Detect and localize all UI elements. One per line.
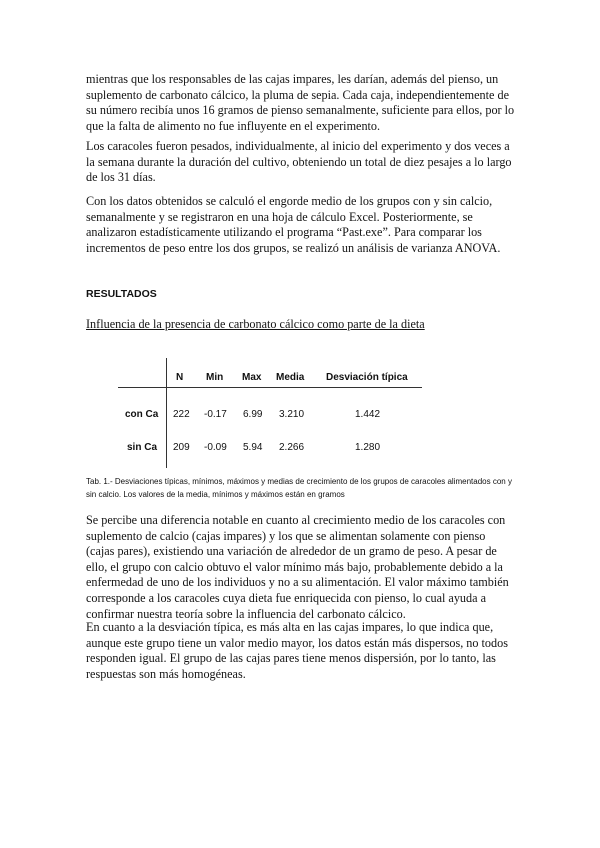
table-cell: 2.266 [279, 442, 305, 453]
table-cell: 209 [173, 442, 190, 453]
table-cell: -0.09 [204, 442, 227, 453]
paragraph-results-growth: Se percibe una diferencia notable en cuanto al crecimiento medio de los caracoles con suplemento de calcio (cajas impares) y los que se alimentan solamente con pienso (cajas pares), existiendo una variación de alrededor de un gramo de peso. A pesar de ello, el grupo con calcio obtuvo el valor mínimo más bajo, probablemente debido a la enfermedad de uno de los individuos y no a su alimentación. El valor máximo también corresponde a los caracoles cuya dieta fue enriquecida con pienso, lo cual ayuda a confirmar nuestra teoría sobre la influencia del carbonato cálcico. [86, 513, 509, 621]
results-table [118, 358, 428, 468]
table-header-media: Media [276, 372, 305, 383]
table-cell: 5.94 [243, 442, 263, 453]
table-cell: 1.280 [355, 442, 381, 453]
table-cell: 6.99 [243, 409, 263, 420]
paragraph-results-deviation: En cuanto a la desviación típica, es más alta en las cajas impares, lo que indica que, aunque este grupo tiene un valor medio mayor, los datos están más dispersos, no todos responden igual. El grupo de las cajas pares tiene menos dispersión, por lo tanto, las respuestas son más homogéneas. [86, 620, 508, 681]
paragraph-methods-analysis: Con los datos obtenidos se calculó el engorde medio de los grupos con y sin calcio, semanalmente y se registraron en una hoja de cálculo Excel. Posteriormente, se analizaron estadísticamente utilizando el programa “Past.exe”. Para comparar los incrementos de peso entre los dos grupos, se realizó un análisis de varianza ANOVA. [86, 194, 501, 255]
table-vertical-rule [166, 358, 167, 468]
table-header-desviacion: Desviación típica [326, 372, 408, 383]
table-caption: Tab. 1.- Desviaciones típicas, mínimos, máximos y medias de crecimiento de los grupos de caracoles alimentados con y sin calcio. Los valores de la media, mínimos y máximos están en gramos [86, 477, 512, 499]
table-row-label-con-ca: con Ca [125, 409, 159, 420]
table-cell: 222 [173, 409, 190, 420]
table-header-n: N [176, 372, 184, 383]
table-cell: 1.442 [355, 409, 381, 420]
paragraph-methods-diet: mientras que los responsables de las cajas impares, les darían, además del pienso, un suplemento de carbonato cálcico, la pluma de sepia. Cada caja, independientemente de su número recibía unos 16 gramos de pienso semanalmente, suficiente para ellos, por lo que la falta de alimento no fue influyente en el experimento. [86, 72, 515, 133]
subsection-heading: Influencia de la presencia de carbonato cálcico como parte de la dieta [86, 317, 425, 331]
table-header-max: Max [242, 372, 262, 383]
paragraph-methods-weighing: Los caracoles fueron pesados, individualmente, al inicio del experimento y dos veces a la semana durante la duración del cultivo, obteniendo un total de diez pesajes a lo largo de los 31 días. [86, 139, 512, 185]
table-horizontal-rule [118, 387, 422, 388]
table-row-label-sin-ca: sin Ca [127, 442, 158, 453]
table-cell: -0.17 [204, 409, 227, 420]
table-cell: 3.210 [279, 409, 305, 420]
table-header-min: Min [206, 372, 224, 383]
section-heading-results: RESULTADOS [86, 288, 157, 300]
